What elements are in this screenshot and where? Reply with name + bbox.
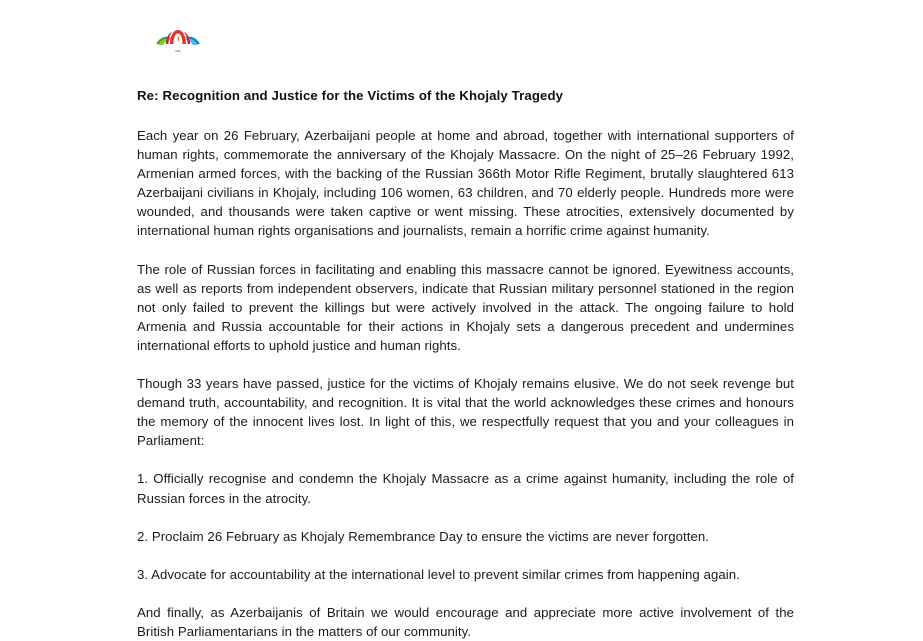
body-paragraph-3: Though 33 years have passed, justice for the victims of Khojaly remains elusive. We do not seek revenge but demand truth, accountability, and recognition. It is vital that the world acknowledges these crimes and honours the memory of the innocent lives lost. In light of this, we respectfully request that you and your colleagues in Parliament:	[137, 376, 794, 449]
letter-subject-heading: Re: Recognition and Justice for the Victims of the Khojaly Tragedy	[137, 88, 564, 103]
emblem-icon	[155, 22, 201, 50]
body-paragraph-1: Each year on 26 February, Azerbaijani people at home and abroad, together with international supporters of human rights, commemorate the anniversary of the Khojaly Massacre. On the night of 25–26 February 1992, Armenian armed forces, with the backing of the Russian 366th Motor Rifle Regiment, brutally slaughtered 613 Azerbaijani civilians in Khojaly, including 106 women, 63 children, and 70 elderly people. Hundreds more were wounded, and thousands were taken captive or went missing. These atrocities, extensively documented by international human rights organisations and journalists, remain a horrific crime against humanity.	[137, 128, 794, 239]
request-item-2: 2. Proclaim 26 February as Khojaly Remembrance Day to ensure the victims are never forgotten.	[137, 528, 709, 544]
logo-caption: ABC	[175, 50, 181, 53]
closing-paragraph: And finally, as Azerbaijanis of Britain we would encourage and appreciate more active involvement of the British Parliamentarians in the matters of our community.	[137, 604, 794, 639]
request-item-3: 3. Advocate for accountability at the international level to prevent similar crimes from happening again.	[137, 566, 740, 582]
request-item-1: 1. Officially recognise and condemn the Khojaly Massacre as a crime against humanity, including the role of Russian forces in the atrocity.	[137, 471, 794, 506]
organisation-logo	[155, 22, 201, 56]
letter-body	[137, 88, 794, 641]
body-paragraph-2: The role of Russian forces in facilitating and enabling this massacre cannot be ignored. Eyewitness accounts, as well as reports from independent observers, indicate that Russian military personnel stationed in the region not only failed to prevent the killings but were actively involved in the attack. The ongoing failure to hold Armenia and Russia accountable for their actions in Khojaly sets a dangerous precedent and undermines international efforts to uphold justice and human rights.	[137, 261, 794, 353]
